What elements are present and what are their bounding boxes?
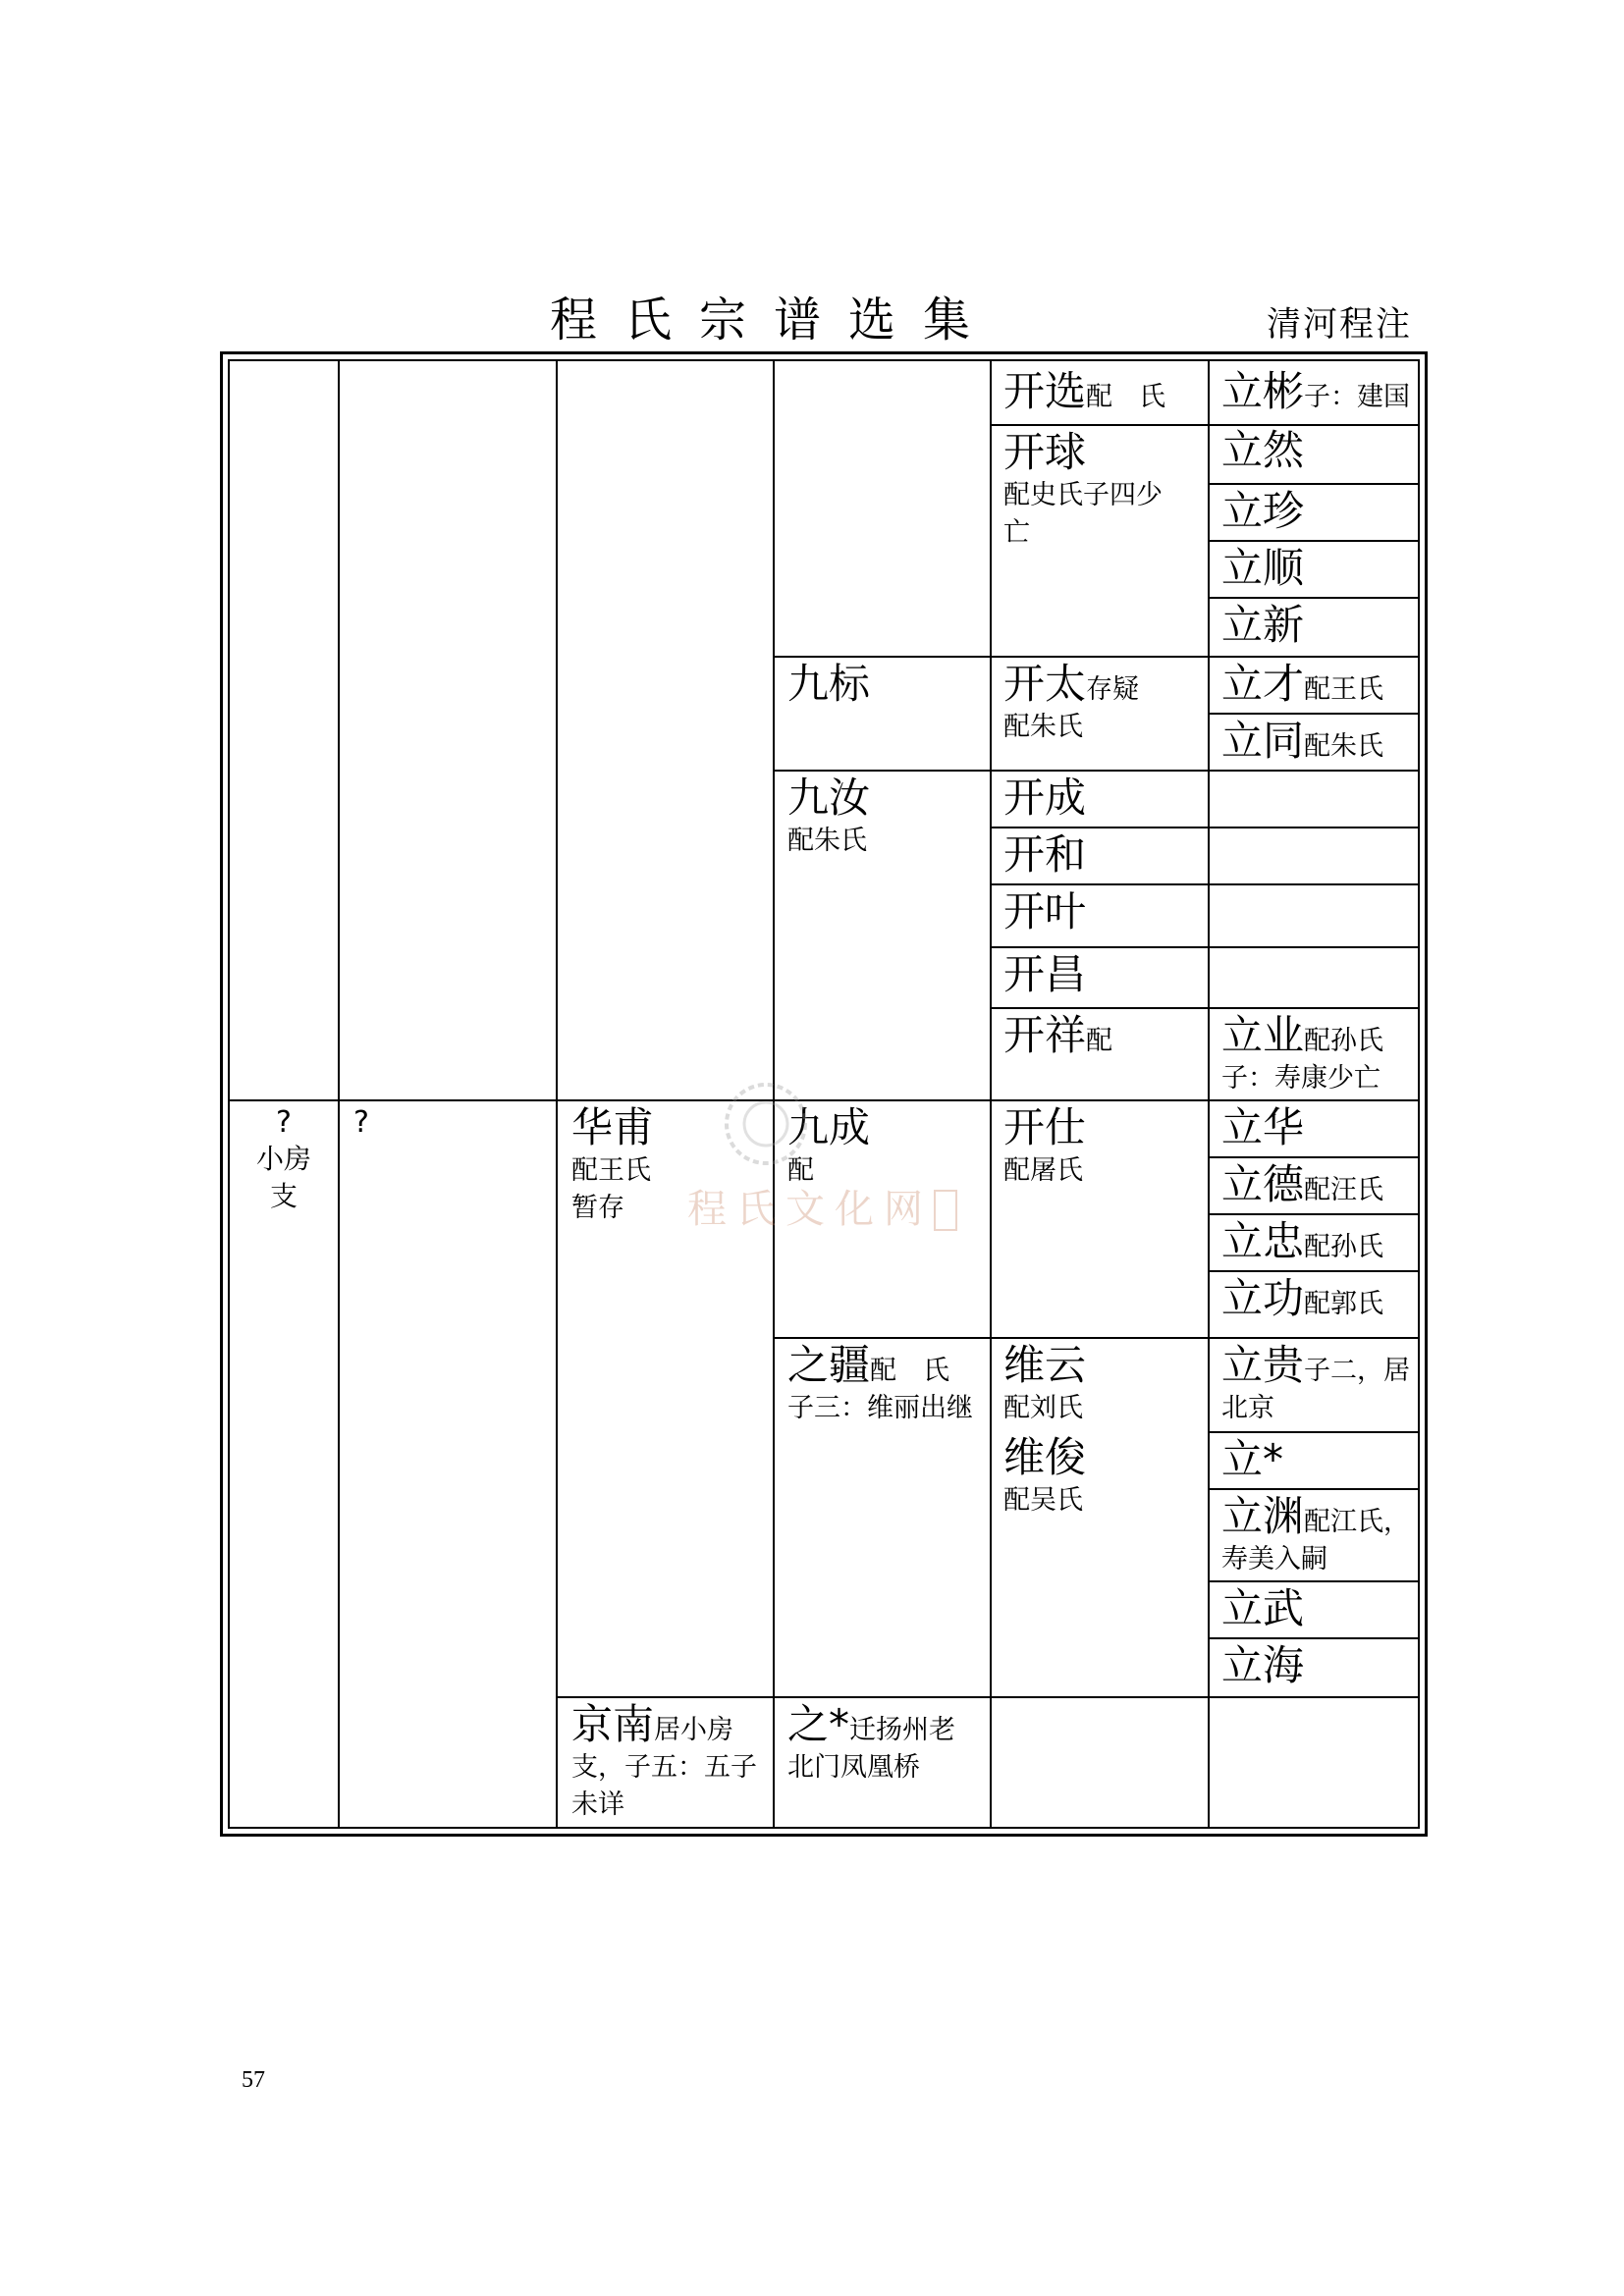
row-divider — [1208, 1637, 1420, 1639]
person-name: 立彬 — [1221, 367, 1305, 415]
person-note: 配 — [1086, 1026, 1113, 1056]
row-divider — [1208, 597, 1420, 599]
person-note: 配朱氏 — [1003, 712, 1083, 742]
person-entry — [1221, 1217, 1418, 1266]
person-name: 立武 — [1221, 1584, 1305, 1632]
row-divider — [1208, 713, 1420, 715]
person-entry — [1221, 1160, 1418, 1209]
person-name: 维俊 — [1003, 1433, 1087, 1481]
person-entry — [1221, 717, 1418, 766]
person-name: 开昌 — [1003, 950, 1087, 998]
person-entry — [1221, 660, 1418, 709]
person-entry — [787, 774, 984, 860]
row-divider — [1208, 1580, 1420, 1582]
person-name: 九标 — [787, 660, 871, 708]
person-name: 九汝 — [787, 774, 871, 822]
person-name: 九成 — [787, 1103, 871, 1151]
person-name: 京南 — [571, 1700, 655, 1748]
person-entry — [1221, 1492, 1418, 1578]
row-divider — [1208, 1213, 1420, 1215]
person-name: 之疆 — [787, 1341, 871, 1389]
person-name: 立顺 — [1221, 544, 1305, 592]
row-divider — [228, 1099, 1420, 1101]
person-entry — [787, 660, 984, 709]
row-divider — [773, 1337, 1420, 1339]
person-note: 子二，居 — [1304, 1356, 1411, 1386]
person-name: 立同 — [1221, 717, 1305, 765]
row-divider — [1208, 1156, 1420, 1158]
person-name: 立功 — [1221, 1274, 1305, 1322]
branch-label: 小房 — [255, 1143, 311, 1175]
person-name: 开太 — [1003, 660, 1087, 708]
column-divider — [990, 359, 992, 1829]
person-entry — [571, 1103, 768, 1227]
row-divider — [1208, 1431, 1420, 1433]
person-name: 立忠 — [1221, 1217, 1305, 1265]
person-entry — [1221, 367, 1418, 416]
person-entry — [787, 1700, 988, 1787]
person-note: 迁扬州老 — [849, 1715, 956, 1745]
page-number: 57 — [242, 2067, 265, 2093]
person-note: 支，子五：五子 — [571, 1752, 757, 1783]
page-subtitle: 清河程注 — [1267, 305, 1413, 345]
person-note: 子：寿康少亡 — [1221, 1063, 1380, 1094]
person-note: 配王氏 — [1304, 674, 1384, 705]
person-note: 配刘氏 — [1003, 1393, 1083, 1423]
person-entry — [1221, 1011, 1418, 1097]
person-entry — [1003, 1341, 1204, 1427]
row-divider — [773, 656, 1420, 658]
person-note: 配 氏 — [870, 1356, 950, 1386]
person-name: 开叶 — [1003, 887, 1087, 935]
person-name: 立新 — [1221, 601, 1305, 649]
person-entry — [1003, 428, 1204, 552]
person-name: 开和 — [1003, 830, 1087, 879]
person-name: 开仕 — [1003, 1103, 1087, 1151]
branch-cell — [232, 1105, 336, 1215]
branch-label: 支 — [269, 1180, 298, 1212]
column-divider — [338, 359, 340, 1829]
person-entry — [1003, 1011, 1204, 1060]
person-entry — [1003, 1103, 1204, 1190]
person-name: 立渊 — [1221, 1492, 1305, 1540]
person-note: 北门凤凰桥 — [787, 1752, 920, 1783]
person-name: 立海 — [1221, 1641, 1305, 1689]
person-note: 配孙氏 — [1304, 1232, 1384, 1262]
person-name: 开祥 — [1003, 1011, 1087, 1059]
row-divider — [1208, 540, 1420, 542]
row-divider — [990, 827, 1420, 828]
person-name: 立业 — [1221, 1011, 1305, 1059]
column-divider — [1208, 359, 1210, 1829]
person-entry — [787, 1341, 988, 1427]
watermark-text: 程氏文化网 — [687, 1187, 933, 1232]
person-entry — [1221, 1274, 1418, 1323]
person-note: 配史氏子四少 — [1003, 480, 1163, 510]
person-note: 配江氏， — [1304, 1507, 1411, 1537]
person-note: 亡 — [1003, 517, 1030, 548]
row-divider — [1208, 1488, 1420, 1490]
row-divider — [990, 1007, 1420, 1009]
person-note: 配王氏 — [571, 1155, 651, 1186]
person-note: 子三：维丽出继 — [787, 1393, 973, 1423]
person-note: 居小房 — [654, 1715, 734, 1745]
person-name: 开球 — [1003, 428, 1087, 476]
person-note: 存疑 — [1086, 674, 1140, 705]
unknown-mark: ? — [276, 1105, 292, 1140]
person-name: 立* — [1221, 1435, 1284, 1483]
person-note: 配朱氏 — [1304, 731, 1384, 762]
person-note: 配孙氏 — [1304, 1026, 1384, 1056]
column-divider — [556, 359, 558, 1829]
person-entry — [1003, 660, 1204, 746]
person-note: 配汪氏 — [1304, 1175, 1384, 1205]
row-divider — [990, 424, 1420, 426]
person-name: 华甫 — [571, 1103, 655, 1151]
person-note: 寿美入嗣 — [1221, 1544, 1327, 1575]
unknown-mark: ? — [353, 1105, 369, 1140]
person-name: 立然 — [1221, 426, 1305, 474]
person-note: 配郭氏 — [1304, 1289, 1384, 1319]
person-name: 之* — [787, 1700, 850, 1748]
person-note: 配屠氏 — [1003, 1155, 1083, 1186]
person-name: 立华 — [1221, 1103, 1305, 1151]
person-entry — [1003, 1433, 1204, 1520]
person-entry — [1003, 367, 1204, 416]
page-title: 程氏宗谱选集 — [550, 293, 999, 347]
person-note: 配 — [787, 1155, 814, 1186]
person-name: 开成 — [1003, 774, 1087, 822]
person-entry — [787, 1103, 984, 1190]
person-entry — [571, 1700, 768, 1824]
person-note: 未详 — [571, 1789, 624, 1820]
row-divider — [773, 770, 1420, 772]
person-note: 配朱氏 — [787, 826, 867, 856]
person-name: 维云 — [1003, 1341, 1087, 1389]
column-divider — [773, 359, 775, 1829]
person-note: 暂存 — [571, 1193, 624, 1223]
person-name: 立贵 — [1221, 1341, 1305, 1389]
person-name: 开选 — [1003, 367, 1087, 415]
person-entry — [1221, 1341, 1418, 1427]
row-divider — [556, 1696, 1420, 1698]
row-divider — [1208, 483, 1420, 485]
person-note: 子：建国 — [1304, 382, 1411, 412]
row-divider — [1208, 1270, 1420, 1272]
person-note: 配 氏 — [1086, 382, 1166, 412]
person-name: 立德 — [1221, 1160, 1305, 1208]
row-divider — [990, 946, 1420, 948]
person-note: 北京 — [1221, 1393, 1274, 1423]
person-note: 配吴氏 — [1003, 1485, 1083, 1516]
person-name: 立才 — [1221, 660, 1305, 708]
row-divider — [990, 883, 1420, 885]
person-name: 立珍 — [1221, 487, 1305, 535]
